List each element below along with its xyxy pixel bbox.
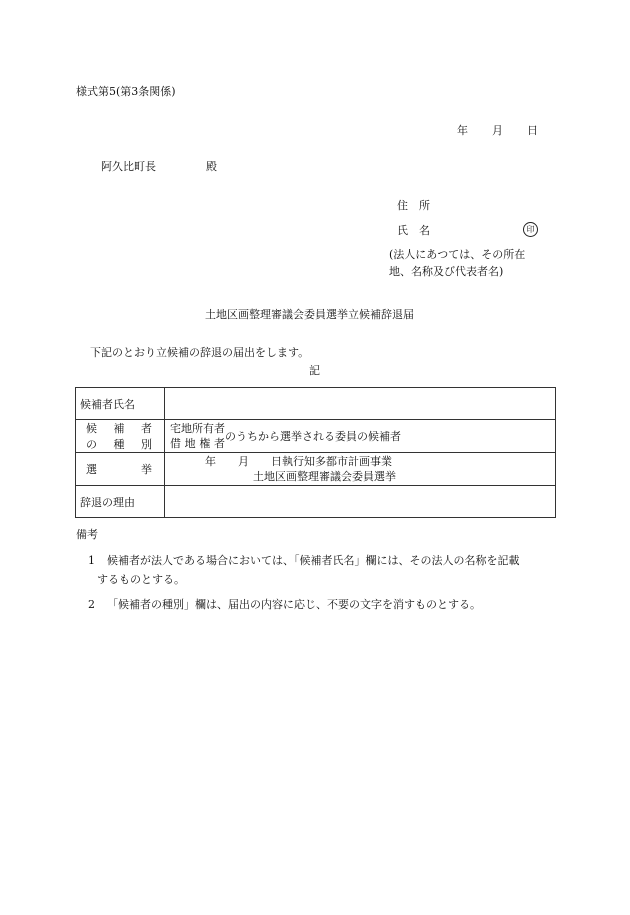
table-row [76,453,556,486]
applicant-note-line1: (法人にあつては、その所在 [389,248,526,261]
candidate-type-field[interactable] [165,420,556,453]
document-title: 土地区画整理審議会委員選挙立候補辞退届 [205,308,414,321]
type-description: のうちから選挙される委員の候補者 [225,430,401,443]
note-1-number: 1 [88,554,95,567]
table-row [76,420,556,453]
applicant-note-line2: 地、名称及び代表者名) [389,265,504,278]
table-row [76,486,556,518]
date-year-label: 年 [457,124,468,137]
date-day-label: 日 [527,124,538,137]
candidate-type-label [76,420,165,453]
addressee-honorific: 殿 [206,160,217,173]
seal-icon: 印 [523,222,538,237]
form-number: 様式第5(第3条関係) [76,85,176,98]
candidate-type-label-line1: 候 補 者 [86,422,152,435]
address-label: 住 所 [397,199,430,212]
candidate-name-field[interactable] [165,388,556,420]
name-label: 氏 名 [397,224,430,237]
notes-heading: 備考 [76,528,98,541]
withdrawal-reason-field[interactable] [165,486,556,518]
note-2-text: 「候補者の種別」欄は、届出の内容に応じ、不要の文字を消すものとする。 [107,598,481,611]
note-2-number: 2 [88,598,95,611]
withdrawal-reason-label: 辞退の理由 [76,486,165,518]
seal-mark [523,222,538,237]
addressee-name: 阿久比町長 [101,160,156,173]
table-row [76,388,556,420]
withdrawal-form-table [75,387,556,518]
note-1-line1: 候補者が法人である場合においては、「候補者氏名」欄には、その法人の名称を記載 [107,554,520,567]
candidate-type-label-line2: の 種 別 [86,438,152,451]
election-label: 選 挙 [76,453,165,486]
election-line1: 年 月 日執行知多都市計画事業 [205,455,392,468]
date-month-label: 月 [492,124,503,137]
ki-label: 記 [309,364,320,377]
intro-text: 下記のとおり立候補の辞退の届出をします。 [90,346,310,359]
type-option-landowner: 宅地所有者 [170,422,225,435]
note-1-line2: するものとする。 [97,573,185,586]
type-option-leaseholder: 借 地 権 者 [170,437,225,450]
election-field[interactable] [165,453,556,486]
election-line2: 土地区画整理審議会委員選挙 [253,470,396,483]
candidate-name-label: 候補者氏名 [76,388,165,420]
